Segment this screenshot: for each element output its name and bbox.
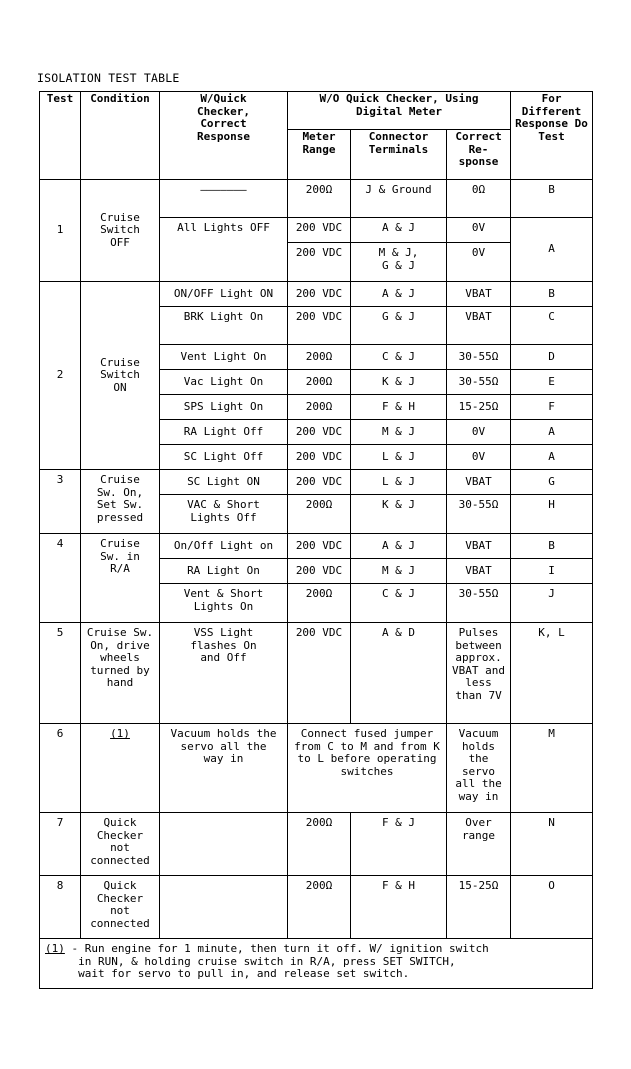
test-number: 1 (40, 180, 81, 282)
terminals-cell: A & D (351, 623, 447, 724)
table-row (40, 876, 593, 939)
do-test-cell: O (511, 876, 593, 939)
do-test-cell: G (511, 470, 593, 495)
wquick-cell: Vacuum holds the servo all the way in (160, 724, 288, 813)
wquick-cell: ON/OFF Light ON (160, 282, 288, 307)
meter-range-cell: 200 VDC (288, 307, 351, 345)
table-row (40, 282, 593, 307)
test-number: 6 (40, 724, 81, 813)
wquick-cell: ——————— (160, 180, 288, 218)
meter-range-cell: 200 VDC (288, 420, 351, 445)
do-test-cell: I (511, 559, 593, 584)
response-cell: Vacuum holds the servo all the way in (447, 724, 511, 813)
header-correct-response: Correct Re- sponse (447, 130, 511, 180)
response-cell: 0V (447, 445, 511, 470)
table-row (40, 470, 593, 495)
footnote-reference: (1) (110, 727, 130, 740)
wquick-cell: BRK Light On (160, 307, 288, 345)
do-test-cell: H (511, 495, 593, 534)
do-test-cell: K, L (511, 623, 593, 724)
response-cell: 30-55Ω (447, 345, 511, 370)
meter-range-cell: 200 VDC (288, 623, 351, 724)
meter-range-cell: 200 VDC (288, 559, 351, 584)
response-cell: 15-25Ω (447, 395, 511, 420)
terminals-cell: M & J, G & J (351, 243, 447, 282)
terminals-cell: L & J (351, 470, 447, 495)
isolation-test-table (39, 91, 593, 989)
terminals-cell: F & J (351, 813, 447, 876)
header-for-different-response: For Different Response Do Test (511, 92, 593, 180)
meter-range-cell: 200Ω (288, 876, 351, 939)
response-cell: VBAT (447, 282, 511, 307)
table-row (40, 180, 593, 218)
terminals-cell: C & J (351, 345, 447, 370)
do-test-cell: B (511, 534, 593, 559)
terminals-cell: J & Ground (351, 180, 447, 218)
test-number: 5 (40, 623, 81, 724)
table-row (40, 623, 593, 724)
response-cell: VBAT (447, 307, 511, 345)
footnote-marker: (1) (45, 942, 65, 955)
test-number: 3 (40, 470, 81, 534)
terminals-cell: C & J (351, 584, 447, 623)
wquick-cell: All Lights OFF (160, 218, 288, 282)
response-cell: 0V (447, 420, 511, 445)
response-cell: Over range (447, 813, 511, 876)
header-condition: Condition (81, 92, 160, 180)
table-row (40, 534, 593, 559)
test-number: 7 (40, 813, 81, 876)
response-cell: Pulses between approx. VBAT and less than 7V (447, 623, 511, 724)
do-test-cell: E (511, 370, 593, 395)
terminals-cell: A & J (351, 218, 447, 243)
wquick-cell: Vent & Short Lights On (160, 584, 288, 623)
terminals-cell: L & J (351, 445, 447, 470)
response-cell: VBAT (447, 534, 511, 559)
footnote-row (40, 939, 593, 989)
response-cell: VBAT (447, 470, 511, 495)
wquick-cell: On/Off Light on (160, 534, 288, 559)
condition-cell: Quick Checker not connected (81, 876, 160, 939)
header-without-quick-checker: W/O Quick Checker, Using Digital Meter (288, 92, 511, 130)
header-with-quick-checker: W/Quick Checker, Correct Response (160, 92, 288, 180)
condition-cell: Cruise Switch ON (81, 282, 160, 470)
do-test-cell: A (511, 445, 593, 470)
wquick-cell (160, 813, 288, 876)
terminals-cell: K & J (351, 495, 447, 534)
terminals-cell: K & J (351, 370, 447, 395)
do-test-cell: M (511, 724, 593, 813)
meter-range-cell: 200Ω (288, 395, 351, 420)
header-test: Test (40, 92, 81, 180)
meter-range-cell: 200Ω (288, 495, 351, 534)
page-title: ISOLATION TEST TABLE (37, 71, 180, 85)
wquick-cell: Vac Light On (160, 370, 288, 395)
header-connector-terminals: Connector Terminals (351, 130, 447, 180)
wquick-cell: SPS Light On (160, 395, 288, 420)
do-test-cell: A (511, 420, 593, 445)
meter-range-cell: 200Ω (288, 813, 351, 876)
header-meter-range: Meter Range (288, 130, 351, 180)
meter-range-cell: 200Ω (288, 370, 351, 395)
terminals-cell: A & J (351, 534, 447, 559)
condition-cell: Cruise Sw. in R/A (81, 534, 160, 623)
meter-range-cell: 200 VDC (288, 534, 351, 559)
meter-range-cell: 200 VDC (288, 218, 351, 243)
test-number: 8 (40, 876, 81, 939)
do-test-cell: F (511, 395, 593, 420)
do-test-cell: B (511, 180, 593, 218)
do-test-cell: C (511, 307, 593, 345)
wquick-cell: VAC & Short Lights Off (160, 495, 288, 534)
response-cell: 0Ω (447, 180, 511, 218)
do-test-cell: B (511, 282, 593, 307)
wquick-cell: VSS Light flashes On and Off (160, 623, 288, 724)
table-row (40, 813, 593, 876)
response-cell: 15-25Ω (447, 876, 511, 939)
table-row (40, 724, 593, 813)
condition-cell: Cruise Sw. On, Set Sw. pressed (81, 470, 160, 534)
test-number: 2 (40, 282, 81, 470)
response-cell: 0V (447, 218, 511, 243)
meter-range-cell: 200 VDC (288, 282, 351, 307)
test-number: 4 (40, 534, 81, 623)
terminals-cell: F & H (351, 395, 447, 420)
response-cell: 30-55Ω (447, 370, 511, 395)
response-cell: 0V (447, 243, 511, 282)
footnote-text: - Run engine for 1 minute, then turn it off. W/ ignition switch in RUN, & holding cruise switch in R/A, press SET SWITCH, wait for servo to pull in, and release set switch. (71, 942, 489, 980)
terminals-cell: F & H (351, 876, 447, 939)
condition-cell: Cruise Switch OFF (81, 180, 160, 282)
do-test-cell: N (511, 813, 593, 876)
response-cell: 30-55Ω (447, 584, 511, 623)
terminals-cell: G & J (351, 307, 447, 345)
wquick-cell: SC Light Off (160, 445, 288, 470)
response-cell: VBAT (447, 559, 511, 584)
footnote (40, 939, 593, 989)
meter-range-cell: 200Ω (288, 345, 351, 370)
do-test-cell: A (511, 218, 593, 282)
do-test-cell: D (511, 345, 593, 370)
meter-range-cell: 200 VDC (288, 445, 351, 470)
meter-terminals-cell: Connect fused jumper from C to M and from K to L before operating switches (288, 724, 447, 813)
meter-range-cell: 200Ω (288, 584, 351, 623)
wquick-cell: SC Light ON (160, 470, 288, 495)
terminals-cell: M & J (351, 559, 447, 584)
meter-range-cell: 200 VDC (288, 470, 351, 495)
condition-cell: Quick Checker not connected (81, 813, 160, 876)
wquick-cell (160, 876, 288, 939)
condition-cell (81, 724, 160, 813)
terminals-cell: M & J (351, 420, 447, 445)
wquick-cell: RA Light On (160, 559, 288, 584)
meter-range-cell: 200 VDC (288, 243, 351, 282)
wquick-cell: RA Light Off (160, 420, 288, 445)
terminals-cell: A & J (351, 282, 447, 307)
wquick-cell: Vent Light On (160, 345, 288, 370)
response-cell: 30-55Ω (447, 495, 511, 534)
condition-cell: Cruise Sw. On, drive wheels turned by hand (81, 623, 160, 724)
meter-range-cell: 200Ω (288, 180, 351, 218)
do-test-cell: J (511, 584, 593, 623)
